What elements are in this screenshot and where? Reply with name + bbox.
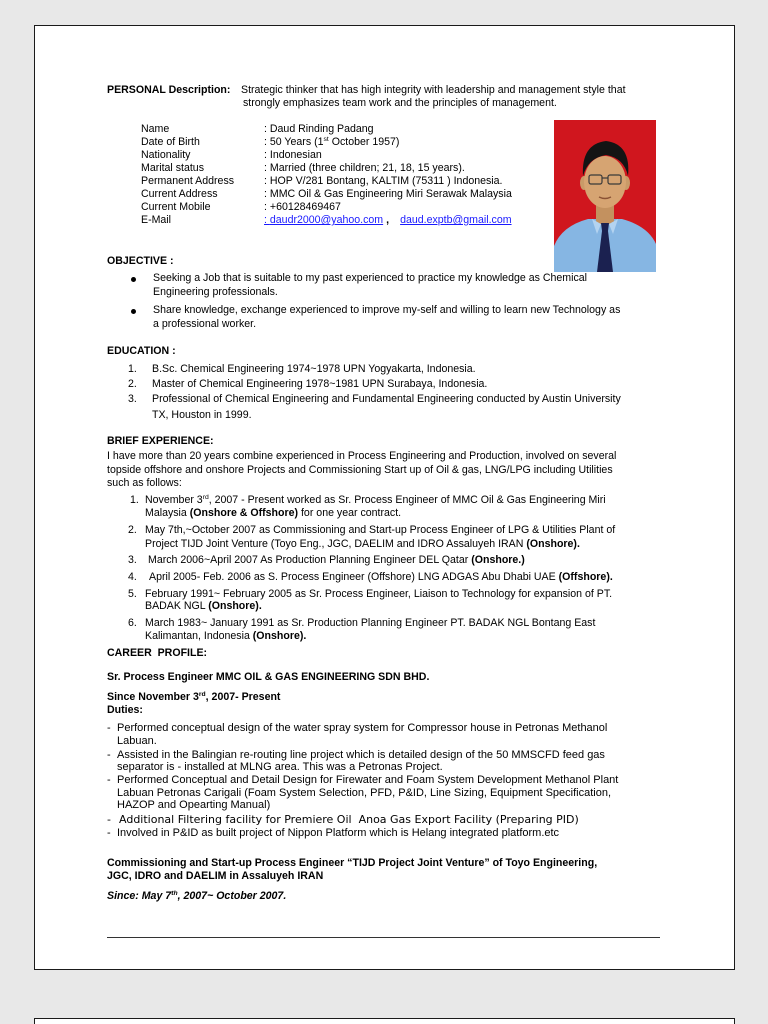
experience-item-line: March 1983~ January 1991 as Sr. Production Planning Engineer PT. BADAK NGL Bontang East [145,617,596,629]
detail-label-email: E-Mail [141,214,172,226]
since-text: Since November 3 [107,691,199,703]
duty-line: Labuan Petronas Carigali (Foam System Selection, PFD, P&ID, Line Sizing, Equipment Specification, [117,787,612,799]
personal-description-line: Strategic thinker that has high integrity with leadership and management style that [241,84,626,96]
face-shape [584,156,626,208]
education-item-number: 2. [128,378,137,390]
experience-text: , 2007 - Present worked as Sr. Process Engineer of MMC Oil & Gas Engineering Miri [208,494,606,506]
detail-label-current-address: Current Address [141,188,218,200]
experience-text: November 3 [145,494,203,506]
experience-item-number: 6. [128,617,137,629]
experience-text: March 2006~April 2007 As Production Planning Engineer DEL Qatar [148,554,472,566]
experience-item-line: May 7th,~October 2007 as Commissioning and Start-up Process Engineer of LPG & Utilities Plant of [145,524,616,536]
education-item-number: 3. [128,393,137,405]
experience-item-line [145,600,262,613]
duty-line: Performed Conceptual and Detail Design for Firewater and Foam System Development Methanol Plant [117,774,619,786]
detail-value-email [264,214,512,227]
experience-location-tag: (Onshore). [526,538,580,550]
ordinal-suffix: rd [202,494,209,501]
dob-ordinal-suffix: st [323,136,329,143]
email-separator: : [264,214,270,226]
education-item-line: Master of Chemical Engineering 1978~1981 UPN Surabaya, Indonesia. [152,378,488,390]
duty-line: Performed conceptual design of the water spray system for Compressor house in Petronas Methanol [117,722,608,734]
email-link-secondary[interactable]: daud.exptb@gmail.com [400,214,512,226]
education-item-line: B.Sc. Chemical Engineering 1974~1978 UPN Yogyakarta, Indonesia. [152,363,476,375]
experience-item-number: 3. [128,554,137,566]
experience-text: for one year contract. [298,507,402,519]
experience-item-number: 5. [128,588,137,600]
experience-item-line [148,554,525,567]
experience-item-line [145,538,580,551]
duty-line: separator is - installed at MLNG area. This was a Petronas Project. [117,761,443,773]
experience-item-line [145,507,401,520]
dob-text: : 50 Years (1 [264,136,324,148]
experience-text: BADAK NGL [145,600,209,612]
education-item-line: TX, Houston in 1999. [152,409,252,421]
career-profile-heading: CAREER PROFILE: [107,647,208,659]
dash-marker: - [107,813,111,826]
role-title: Sr. Process Engineer MMC OIL & GAS ENGINEERING SDN BHD. [107,671,430,683]
email-link-primary[interactable]: daudr2000@yahoo.com [269,214,384,226]
bullet-icon [131,277,136,282]
duty-line: Assisted in the Balingian re-routing line project which is detailed design of the 50 MMSCFD feed gas [117,749,605,761]
dash-marker: - [107,827,111,839]
experience-location-tag: (Offshore). [558,571,613,583]
duty-line: HAZOP and Opearting Manual) [117,799,271,811]
duty-line: Labuan. [117,735,157,747]
experience-item-number: 4. [128,571,137,583]
since-text: Since: May 7 [107,890,172,902]
experience-item-number: 1. [130,494,139,506]
experience-intro-line: topside offshore and onshore Projects and Commissioning Start up of Oil & gas, LNG/LPG including Utilities [107,464,613,476]
objective-item-line: a professional worker. [153,318,257,330]
experience-item-line [145,630,306,643]
experience-text: Malaysia [145,507,190,519]
detail-label-date-of-birth: Date of Birth [141,136,200,148]
experience-intro-line: I have more than 20 years combine experienced in Process Engineering and Production, involved on several [107,450,617,462]
duty-line: Additional Filtering facility for Premiere Oil Anoa Gas Export Facility (Preparing PID) [119,813,579,826]
personal-description-line: strongly emphasizes team work and the principles of management. [243,97,557,109]
experience-location-tag: (Onshore & Offshore) [189,507,299,519]
detail-value-name: : Daud Rinding Padang [264,123,374,135]
experience-item-line [145,494,606,507]
detail-label-name: Name [141,123,170,135]
objective-item-line: Share knowledge, exchange experienced to improve my-self and willing to learn new Technology as [153,304,621,316]
experience-item-line [149,571,613,584]
dash-marker: - [107,774,111,786]
dob-text: October 1957) [328,136,400,148]
profile-photo [554,120,656,272]
personal-description-heading: PERSONAL Description: [107,84,231,96]
detail-value-current-address: : MMC Oil & Gas Engineering Miri Serawak Malaysia [264,188,512,200]
education-item-number: 1. [128,363,137,375]
since-text: , 2007- Present [205,691,281,703]
objective-item-line: Engineering professionals. [153,286,278,298]
education-heading: EDUCATION : [107,345,176,357]
ordinal-suffix: th [171,890,178,897]
horizontal-rule [107,937,660,938]
education-item-line: Professional of Chemical Engineering and Fundamental Engineering conducted by Austin University [152,393,621,405]
role-since [107,691,280,704]
detail-value-permanent-address: : HOP V/281 Bontang, KALTIM (75311 ) Indonesia. [264,175,503,187]
experience-text: April 2005- Feb. 2006 as S. Process Engineer (Offshore) LNG ADGAS Abu Dhabi UAE [149,571,559,583]
role-title: JGC, IDRO and DAELIM in Assaluyeh IRAN [107,870,324,882]
experience-heading: BRIEF EXPERIENCE: [107,435,214,447]
experience-intro-line: such as follows: [107,477,182,489]
duties-label: Duties: [107,704,143,716]
experience-location-tag: (Onshore.) [471,554,525,566]
role-title: Commissioning and Start-up Process Engineer “TIJD Project Joint Venture” of Toyo Engineering, [107,857,598,869]
ordinal-suffix: rd [198,691,206,698]
experience-item-number: 2. [128,524,137,536]
objective-heading: OBJECTIVE : [107,255,174,267]
experience-text: Kalimantan, Indonesia [145,630,253,642]
duty-line: Involved in P&ID as built project of Nippon Platform which is Helang integrated platform.etc [117,827,560,839]
detail-value-nationality: : Indonesian [264,149,322,161]
dash-marker: - [107,722,111,734]
detail-label-mobile: Current Mobile [141,201,211,213]
detail-label-permanent-address: Permanent Address [141,175,235,187]
detail-label-marital-status: Marital status [141,162,204,174]
experience-location-tag: (Onshore). [208,600,262,612]
experience-location-tag: (Onshore). [252,630,307,642]
email-comma: , [386,214,390,226]
dash-marker: - [107,749,111,761]
detail-label-nationality: Nationality [141,149,191,161]
bullet-icon [131,309,136,314]
objective-item-line: Seeking a Job that is suitable to my past experienced to practice my knowledge as Chemical [153,272,587,284]
detail-value-mobile: : +60128469467 [264,201,341,213]
experience-item-line: February 1991~ February 2005 as Sr. Process Engineer, Liaison to Technology for expansion of PT. [145,588,613,600]
detail-value-date-of-birth [264,136,399,149]
role-since [107,890,286,903]
next-page-edge [34,1018,735,1024]
experience-text: Project TIJD Joint Venture (Toyo Eng., JGC, DAELIM and IDRO Assaluyeh IRAN [145,538,527,550]
since-text: , 2007~ October 2007. [177,890,287,902]
tie-knot [601,223,609,231]
detail-value-marital-status: : Married (three children; 21, 18, 15 years). [264,162,465,174]
